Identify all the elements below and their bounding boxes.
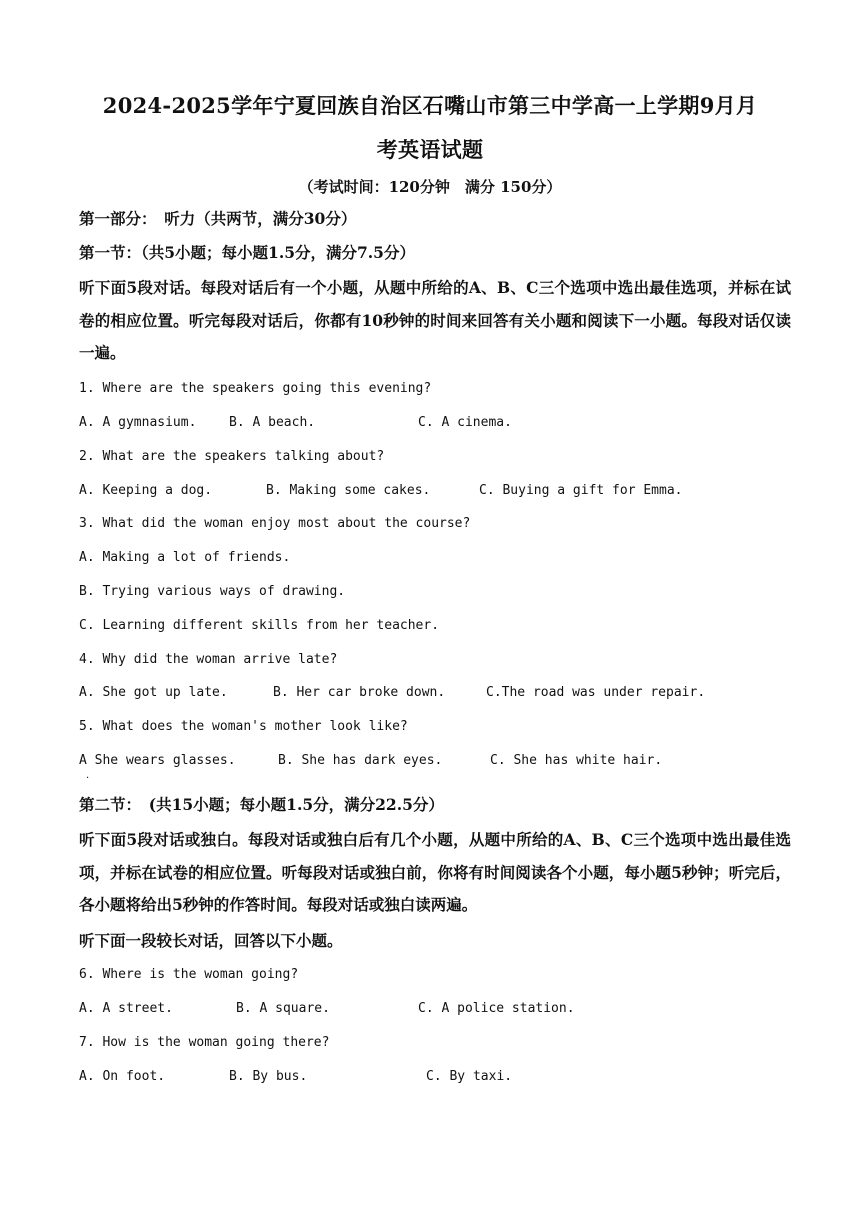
question-2-option-b: B. Making some cakes. — [266, 483, 431, 498]
question-1-option-b: B. A beach. — [229, 415, 316, 430]
section2-instructions: 听下面5段对话或独白。每段对话或独白后有几个小题，从题中所给的A、B、C三个选项中选出最佳选项，并标在试卷的相应位置。听每段对话或独白前，你将有时间阅读各个小题，每小题5秒钟；听完后，各小题将给出5秒钟的作答时间。每段对话或独白读两遍。 — [79, 830, 791, 914]
question-7-stem: 7. How is the woman going there? — [79, 1035, 330, 1050]
question-4-stem: 4. Why did the woman arrive late? — [79, 652, 338, 667]
question-5-stem: 5. What does the woman's mother look like? — [79, 719, 408, 734]
question-2-stem: 2. What are the speakers talking about? — [79, 449, 385, 464]
question-2-option-a: A. Keeping a dog. — [79, 483, 213, 498]
exam-title-line2: 考英语试题 — [376, 137, 484, 162]
question-4-option-c: C.The road was under repair. — [486, 685, 706, 700]
section2-sub-instruction: 听下面一段较长对话，回答以下小题。 — [79, 931, 343, 950]
question-6-option-a: A. A street. — [79, 1001, 173, 1016]
question-7-option-a: A. On foot. — [79, 1069, 166, 1084]
question-3-stem: 3. What did the woman enjoy most about the course? — [79, 516, 471, 531]
question-5-option-b: B. She has dark eyes. — [278, 753, 443, 768]
question-6-option-c: C. A police station. — [418, 1001, 575, 1016]
question-1-stem: 1. Where are the speakers going this evening? — [79, 381, 432, 396]
question-6-option-b: B. A square. — [236, 1001, 330, 1016]
question-3-option-c: C. Learning different skills from her teacher. — [79, 618, 440, 633]
section1-heading: 第一节：（共5小题；每小题1.5分，满分7.5分） — [79, 243, 415, 262]
question-7-option-b: B. By bus. — [229, 1069, 308, 1084]
question-3-option-b: B. Trying various ways of drawing. — [79, 584, 346, 599]
question-1-option-a: A. A gymnasium. — [79, 415, 197, 430]
question-5-option-a: A She wears glasses. — [79, 753, 236, 768]
question-7-option-c: C. By taxi. — [426, 1069, 513, 1084]
exam-time-note: （考试时间：120分钟 满分 150分） — [298, 178, 562, 196]
exam-title-line1: 2024-2025学年宁夏回族自治区石嘴山市第三中学高一上学期9月月 — [102, 93, 758, 118]
part1-heading: 第一部分： 听力（共两节，满分30分） — [79, 209, 357, 228]
question-3-option-a: A. Making a lot of friends. — [79, 550, 291, 565]
question-2-option-c: C. Buying a gift for Emma. — [479, 483, 683, 498]
question-4-option-a: A. She got up late. — [79, 685, 228, 700]
question-1-option-c: C. A cinema. — [418, 415, 512, 430]
section2-heading: 第二节： (共15小题；每小题1.5分，满分22.5分） — [79, 795, 444, 814]
question-6-stem: 6. Where is the woman going? — [79, 967, 299, 982]
question-5-option-c: C. She has white hair. — [490, 753, 663, 768]
section1-instructions: 听下面5段对话。每段对话后有一个小题，从题中所给的A、B、C三个选项中选出最佳选项，并标在试卷的相应位置。听完每段对话后，你都有10秒钟的时间来回答有关小题和阅读下一小题。每段对话仅读一遍。 — [79, 278, 791, 362]
question-4-option-b: B. Her car broke down. — [273, 685, 446, 700]
stray-dot-mark: · — [86, 773, 90, 784]
